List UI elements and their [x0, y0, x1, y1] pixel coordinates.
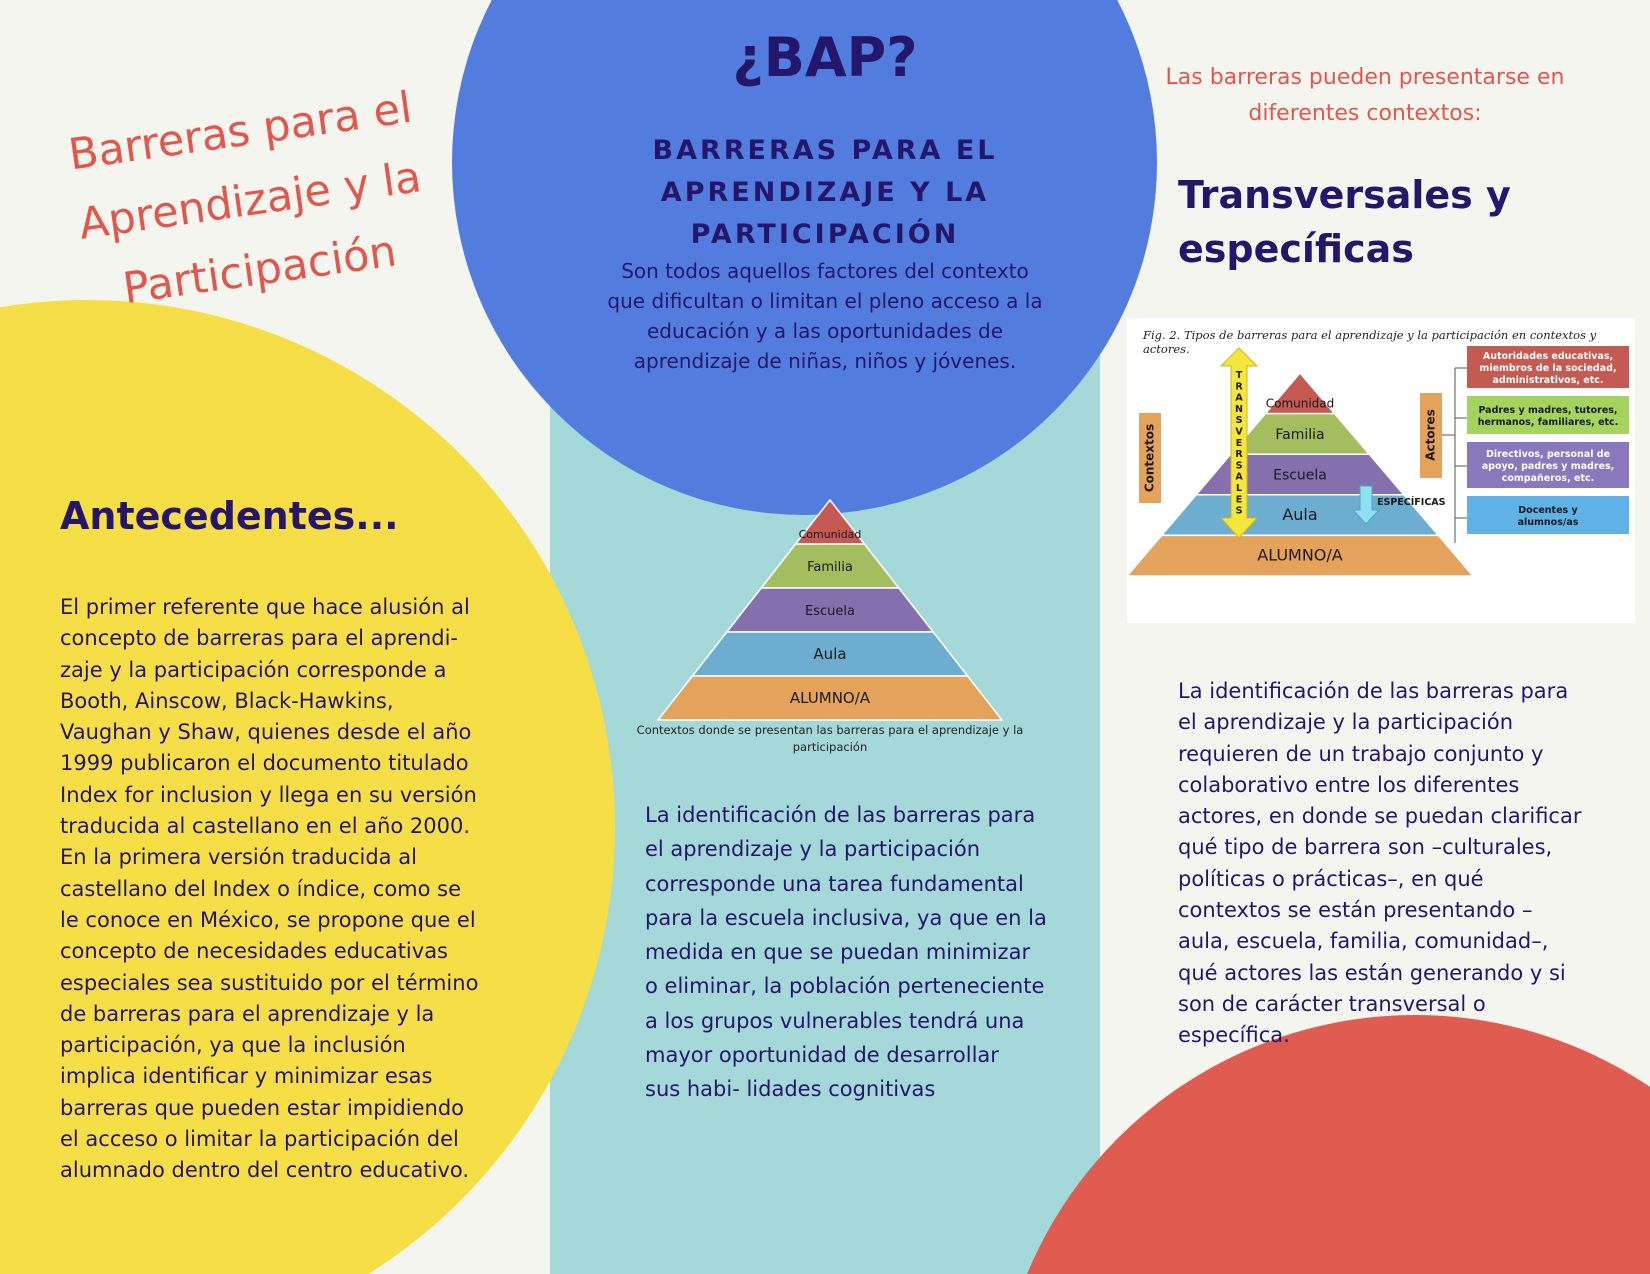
actor-box-label: administrativos, etc.	[1492, 375, 1604, 386]
antecedentes-line: Booth, Ainscow, Black-Hawkins,	[60, 688, 394, 713]
bap-heading: ¿BAP?	[732, 26, 918, 89]
center-line: el aprendizaje y la participación	[645, 837, 981, 862]
antecedentes-line: Vaughan y Shaw, quienes desde el año	[60, 720, 472, 745]
antecedentes-line: implica identificar y minimizar esas	[60, 1064, 433, 1089]
pyramid-small-label: ALUMNO/A	[789, 689, 871, 707]
right-line: el aprendizaje y la participación	[1178, 710, 1514, 735]
figure-pyramid-label: Comunidad	[1265, 396, 1335, 411]
pyramid-small-label: Familia	[807, 560, 853, 575]
antecedentes-line: concepto de necesidades educativas	[60, 939, 448, 964]
actor-box-label: compañeros, etc.	[1501, 473, 1595, 484]
center-line: mayor oportunidad de desarrollar	[645, 1043, 999, 1068]
right-line: específica.	[1178, 1023, 1290, 1048]
center-body	[645, 798, 1065, 1107]
pyramid-caption-line: Contextos donde se presentan las barreras para el aprendizaje y la	[636, 723, 1024, 737]
antecedentes-heading: Antecedentes...	[60, 494, 399, 538]
contexts-heading-line: específicas	[1178, 227, 1414, 271]
right-line: aula, escuela, familia, comunidad–,	[1178, 929, 1549, 954]
transversales-letter: L	[1235, 483, 1243, 494]
antecedentes-line: Index for inclusion y llega en su versión	[60, 782, 477, 807]
antecedentes-line: de barreras para el aprendizaje y la	[60, 1001, 435, 1026]
pyramid-small-label: Comunidad	[798, 528, 862, 541]
pyramid-small-label: Escuela	[805, 604, 855, 619]
transversales-letter: A	[1235, 392, 1243, 404]
actores-label: Actores	[1423, 409, 1438, 461]
transversales-letter: V	[1235, 426, 1243, 438]
antecedentes-body	[60, 592, 510, 1187]
actor-box-label: alumnos/as	[1517, 517, 1579, 528]
right-line: actores, en donde se puedan clarificar	[1178, 804, 1582, 829]
transversales-letter: S	[1235, 460, 1243, 472]
antecedentes-line: participación, ya que la inclusión	[60, 1033, 406, 1058]
antecedentes-line: El primer referente que hace alusión al	[60, 595, 470, 619]
transversales-letter: E	[1235, 437, 1243, 449]
pyramid-small-label: Aula	[813, 645, 847, 663]
center-line: La identificación de las barreras para	[645, 803, 1036, 827]
center-line: o eliminar, la población perteneciente	[645, 974, 1045, 999]
contexts-intro	[1150, 60, 1580, 132]
antecedentes-line: alumnado dentro del centro educativo.	[60, 1158, 470, 1183]
contexts-intro-line: Las barreras pueden presentarse en	[1165, 65, 1565, 90]
right-line: colaborativo entre los diferentes	[1178, 772, 1520, 797]
bap-subtitle	[600, 130, 1050, 256]
right-line: políticas o prácticas–, en qué	[1178, 866, 1484, 891]
contextos-label: Contextos	[1142, 423, 1157, 493]
antecedentes-line: 1999 publicaron el documento titulado	[60, 751, 469, 776]
actor-box-label: Autoridades educativas,	[1482, 351, 1614, 362]
antecedentes-line: concepto de barreras para el aprendi-	[60, 626, 459, 651]
transversales-letter: R	[1235, 449, 1243, 461]
antecedentes-line: barreras que pueden estar impidiendo	[60, 1095, 465, 1120]
right-body	[1178, 676, 1608, 1052]
center-line: sus habi- lidades cognitivas	[645, 1077, 936, 1102]
transversales-letter: E	[1235, 494, 1243, 506]
main-title-line: Aprendizaje y la	[75, 152, 425, 250]
actor-box-label: hermanos, familiares, etc.	[1477, 417, 1619, 428]
contexts-heading	[1178, 168, 1598, 276]
actor-box-label: apoyo, padres y madres,	[1481, 461, 1615, 472]
especificas-label: ESPECÍFICAS	[1377, 497, 1446, 508]
right-line: contextos se están presentando –	[1178, 898, 1533, 923]
figure-pyramid-label: ALUMNO/A	[1257, 545, 1343, 565]
figure-caption: Fig. 2. Tipos de barreras para el aprendizaje y la participación en contextos y actores.	[1143, 328, 1597, 356]
figure-pyramid-label: Familia	[1275, 426, 1325, 443]
center-line: para la escuela inclusiva, ya que en la	[645, 905, 1047, 930]
antecedentes-line: zaje y la participación corresponde a	[60, 657, 447, 682]
center-line: corresponde una tarea fundamental	[645, 871, 1024, 896]
antecedentes-line: el acceso o limitar la participación del	[60, 1127, 459, 1152]
antecedentes-line: castellano del Index o índice, como se	[60, 876, 462, 901]
bap-subtitle-line: APRENDIZAJE Y LA	[660, 177, 990, 208]
pyramid-caption-line: participación	[792, 740, 868, 754]
antecedentes-line: especiales sea sustituido por el término	[60, 970, 479, 995]
actor-box-label: Padres y madres, tutores,	[1478, 405, 1618, 416]
main-title-line: Barreras para el	[65, 82, 415, 181]
bap-definition: Son todos aquellos factores del contexto que dificultan o limitan el pleno acceso a la educación y a las oportunidades de aprendizaje de niñas, niños y jóvenes.	[607, 259, 1043, 373]
contexts-intro-line: diferentes contextos:	[1248, 101, 1482, 126]
transversales-letter: A	[1235, 471, 1243, 483]
transversales-letter: R	[1235, 381, 1243, 393]
actor-box-label: Docentes y	[1518, 505, 1578, 516]
main-title	[27, 68, 472, 334]
right-line: La identificación de las barreras para	[1178, 679, 1569, 703]
actor-box-label: miembros de la sociedad,	[1479, 363, 1617, 374]
figure-pyramid-label: Aula	[1282, 505, 1318, 525]
right-line: qué tipo de barrera son –culturales,	[1178, 835, 1553, 860]
bap-subtitle-line: PARTICIPACIÓN	[690, 219, 960, 250]
figure-barrier-types	[1127, 318, 1635, 623]
transversales-letter: S	[1235, 415, 1243, 427]
actor-box-label: Directivos, personal de	[1485, 449, 1611, 460]
contexts-heading-line: Transversales y	[1178, 173, 1511, 217]
figure-diagram	[1127, 318, 1635, 623]
actors-bracket	[1442, 368, 1467, 543]
main-title-line: Participación	[119, 226, 400, 315]
transversales-letter: N	[1235, 403, 1243, 415]
right-line: son de carácter transversal o	[1178, 991, 1486, 1016]
antecedentes-line: traducida al castellano en el año 2000.	[60, 814, 471, 839]
center-line: a los grupos vulnerables tendrá una	[645, 1008, 1025, 1033]
bap-subtitle-line: BARRERAS PARA EL	[652, 135, 998, 166]
right-line: requieren de un trabajo conjunto y	[1178, 741, 1544, 766]
transversales-letter: S	[1235, 505, 1243, 517]
antecedentes-line: En la primera versión traducida al	[60, 845, 417, 870]
center-line: medida en que se puedan minimizar	[645, 940, 1031, 965]
context-pyramid	[640, 495, 1020, 725]
transversales-letter: T	[1235, 370, 1243, 381]
pyramid-caption	[630, 722, 1030, 756]
right-line: qué actores las están generando y si	[1178, 960, 1566, 985]
figure-pyramid-label: Escuela	[1273, 467, 1327, 484]
antecedentes-line: le conoce en México, se propone que el	[60, 907, 476, 932]
